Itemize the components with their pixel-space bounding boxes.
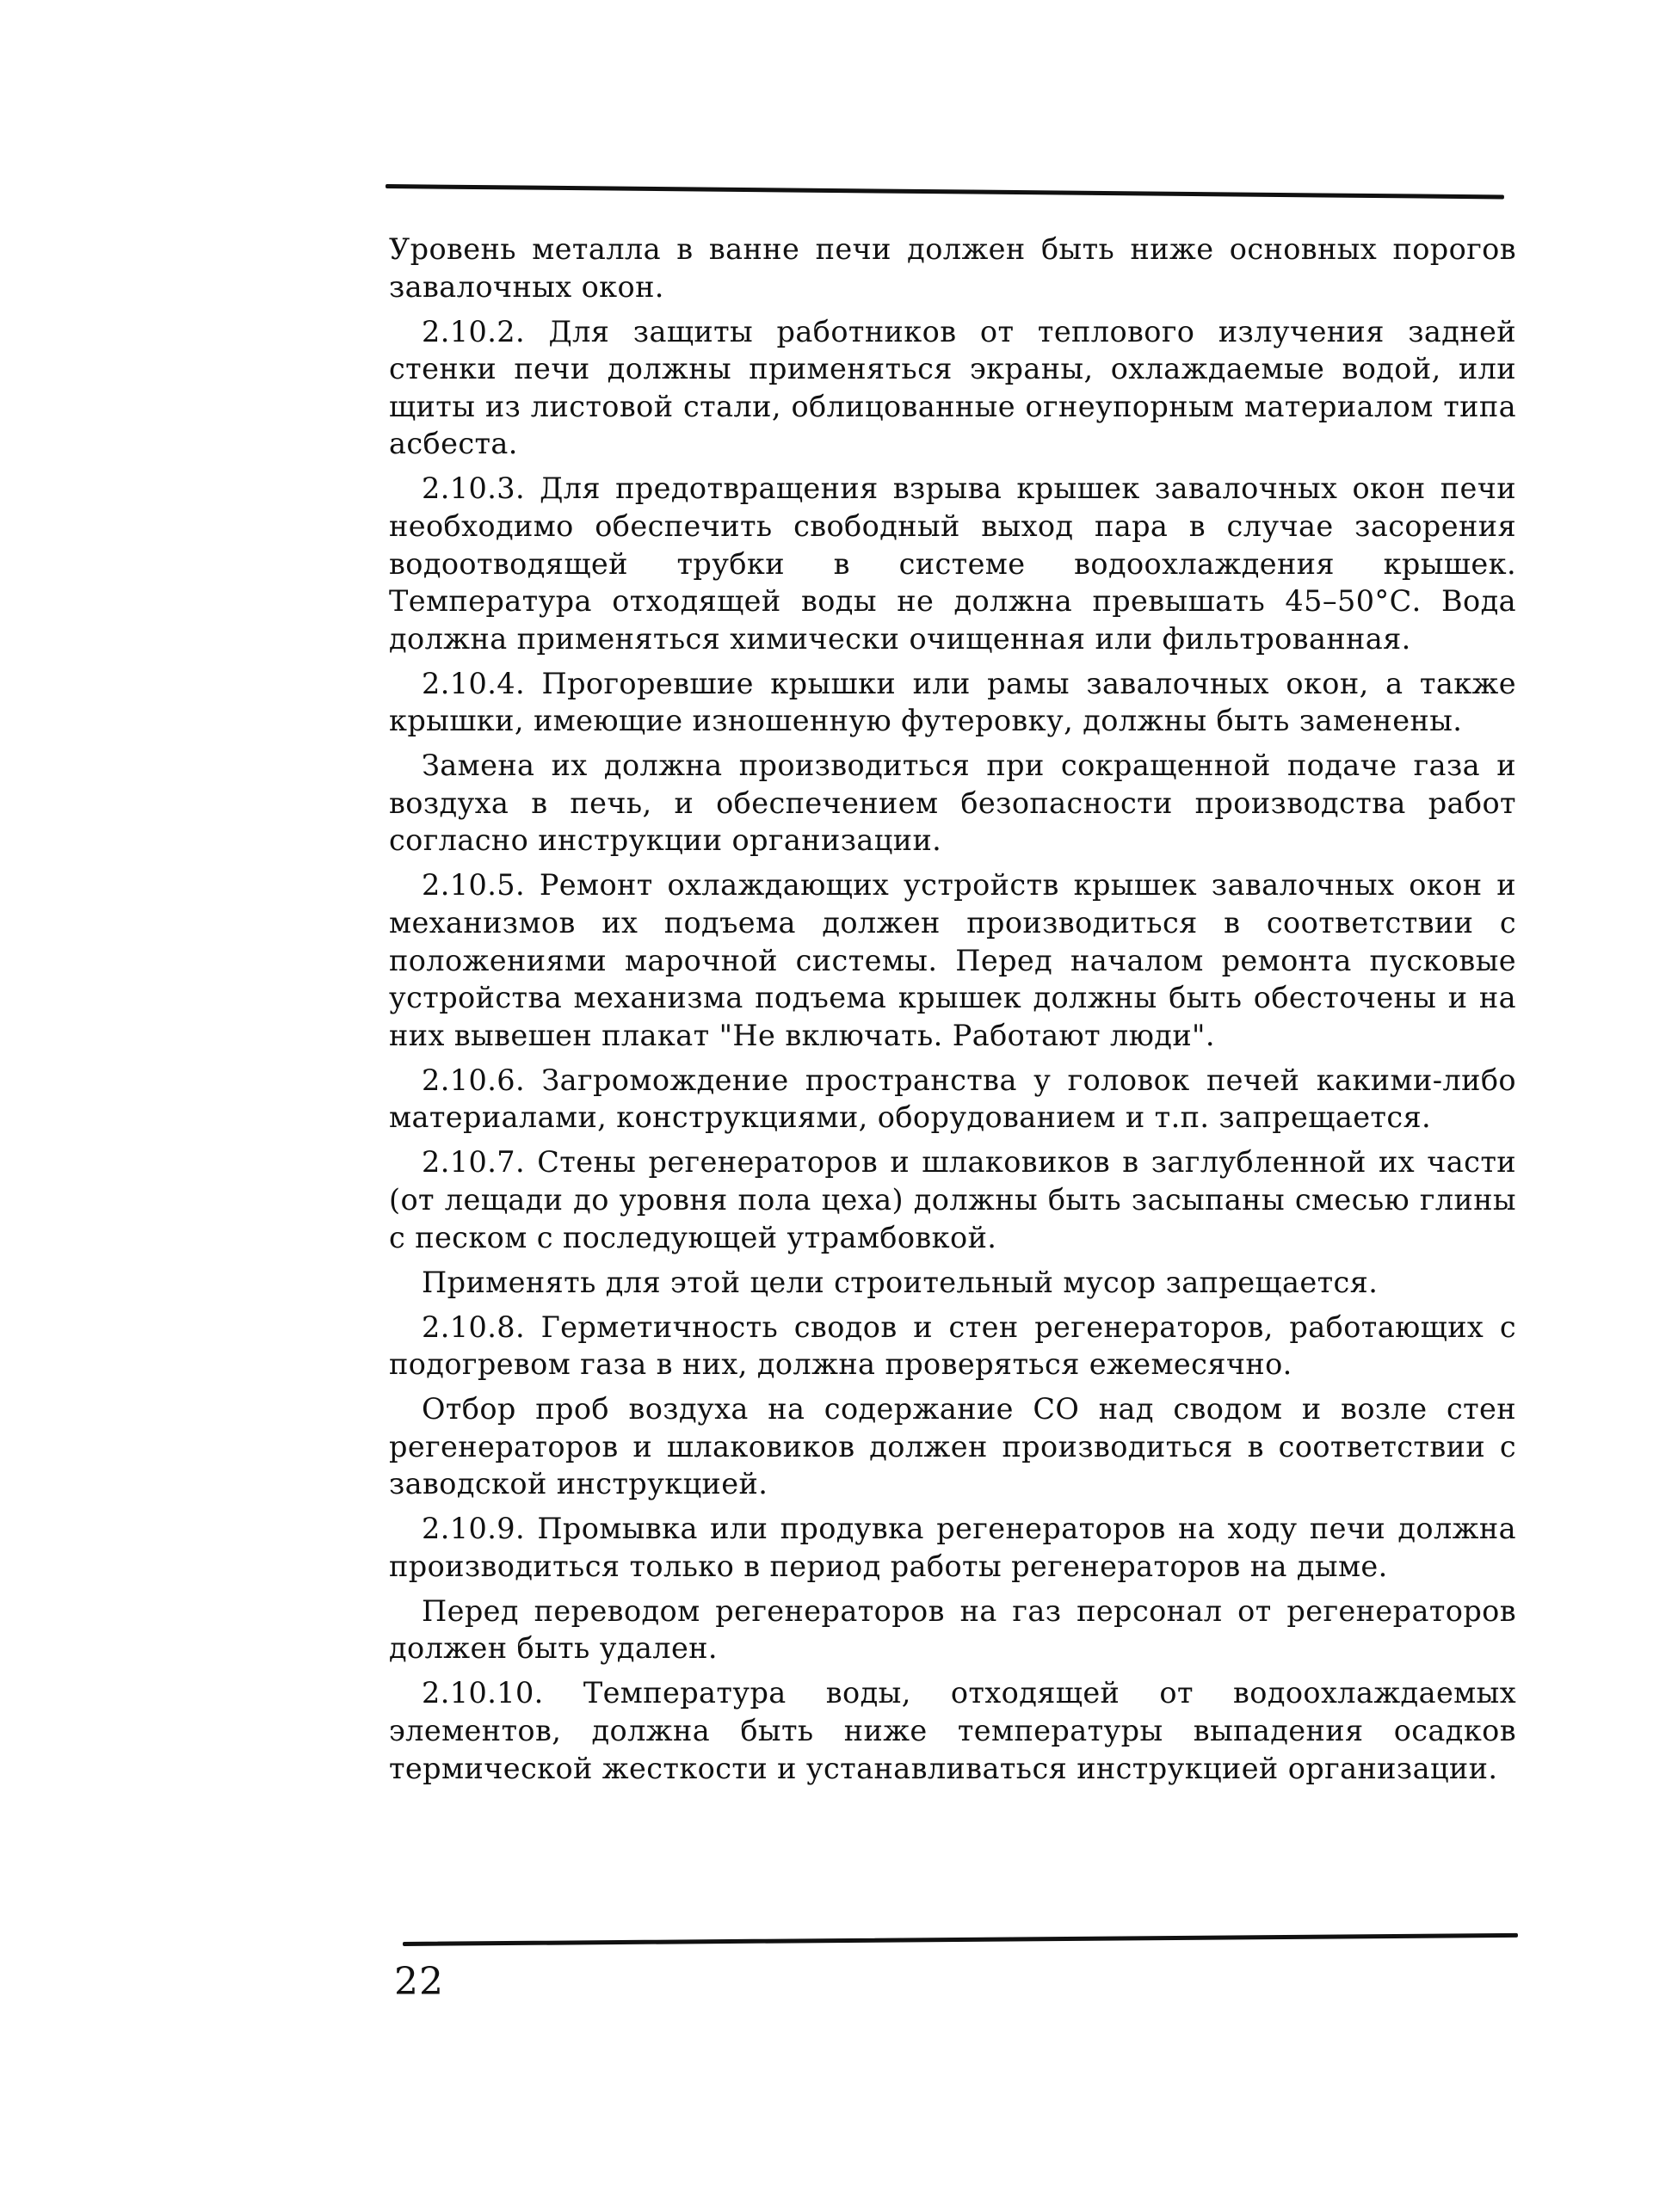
paragraph-2-10-7: 2.10.7. Стены регенераторов и шлаковиков в заглубленной их части (от лещади до уровня пола цеха) должны быть засыпаны смесью глины с песком с последующей утрамбовкой. <box>389 1145 1516 1254</box>
paragraph-2-10-9: 2.10.9. Промывка или продувка регенераторов на ходу печи должна производиться только в период работы регенераторов на дыме. <box>389 1512 1516 1583</box>
document-body <box>389 231 1516 1795</box>
paragraph-2-10-4: 2.10.4. Прогоревшие крышки или рамы завалочных окон, а также крышки, имеющие изношенную футеровку, должны быть заменены. <box>389 666 1516 738</box>
paragraph-2-10-5: 2.10.5. Ремонт охлаждающих устройств крышек завалочных окон и механизмов их подъема должен производиться в соответствии с положениями марочной системы. Перед началом ремонта пусковые устройства механизма подъема крышек должны быть обесточены и на них вывешен плакат "Не включать. Работают люди". <box>389 868 1516 1052</box>
page-number: 22 <box>394 1960 444 2004</box>
paragraph: Отбор проб воздуха на содержание СО над сводом и возле стен регенераторов и шлаковиков должен производиться в соответствии с заводской инструкцией. <box>389 1392 1516 1501</box>
paragraph: Применять для этой цели строительный мусор запрещается. <box>422 1265 1379 1299</box>
paragraph-2-10-10: 2.10.10. Температура воды, отходящей от водоохлаждаемых элементов, должна быть ниже температуры выпадения осадков термической жесткости и устанавливаться инструкцией организации. <box>389 1676 1516 1785</box>
paragraph: Перед переводом регенераторов на газ персонал от регенераторов должен быть удален. <box>389 1593 1516 1666</box>
paragraph-2-10-8: 2.10.8. Герметичность сводов и стен регенераторов, работающих с подогревом газа в них, должна проверяться ежемесячно. <box>389 1309 1516 1382</box>
paragraph-2-10-6: 2.10.6. Загромождение пространства у головок печей какими-либо материалами, конструкциями, оборудованием и т.п. запрещается. <box>389 1063 1516 1135</box>
paragraph-2-10-2: 2.10.2. Для защиты работников от теплового излучения задней стенки печи должны применяться экраны, охлаждаемые водой, или щиты из листовой стали, облицованные огнеупорным материалом типа асбеста. <box>389 314 1516 461</box>
top-rule <box>386 184 1504 199</box>
paragraph: Замена их должна производиться при сокращенной подаче газа и воздуха в печь, и обеспечением безопасности производства работ согласно инструкции организации. <box>389 749 1516 858</box>
paragraph-2-10-3: 2.10.3. Для предотвращения взрыва крышек завалочных окон печи необходимо обеспечить свободный выход пара в случае засорения водоотводящей трубки в системе водоохлаждения крышек. Температура отходящей воды не должна превышать 45–50°С. Вода должна применяться химически очищенная или фильтрованная. <box>389 471 1516 656</box>
paragraph: Уровень металла в ванне печи должен быть ниже основных порогов завалочных окон. <box>389 232 1516 304</box>
bottom-rule <box>403 1933 1518 1946</box>
